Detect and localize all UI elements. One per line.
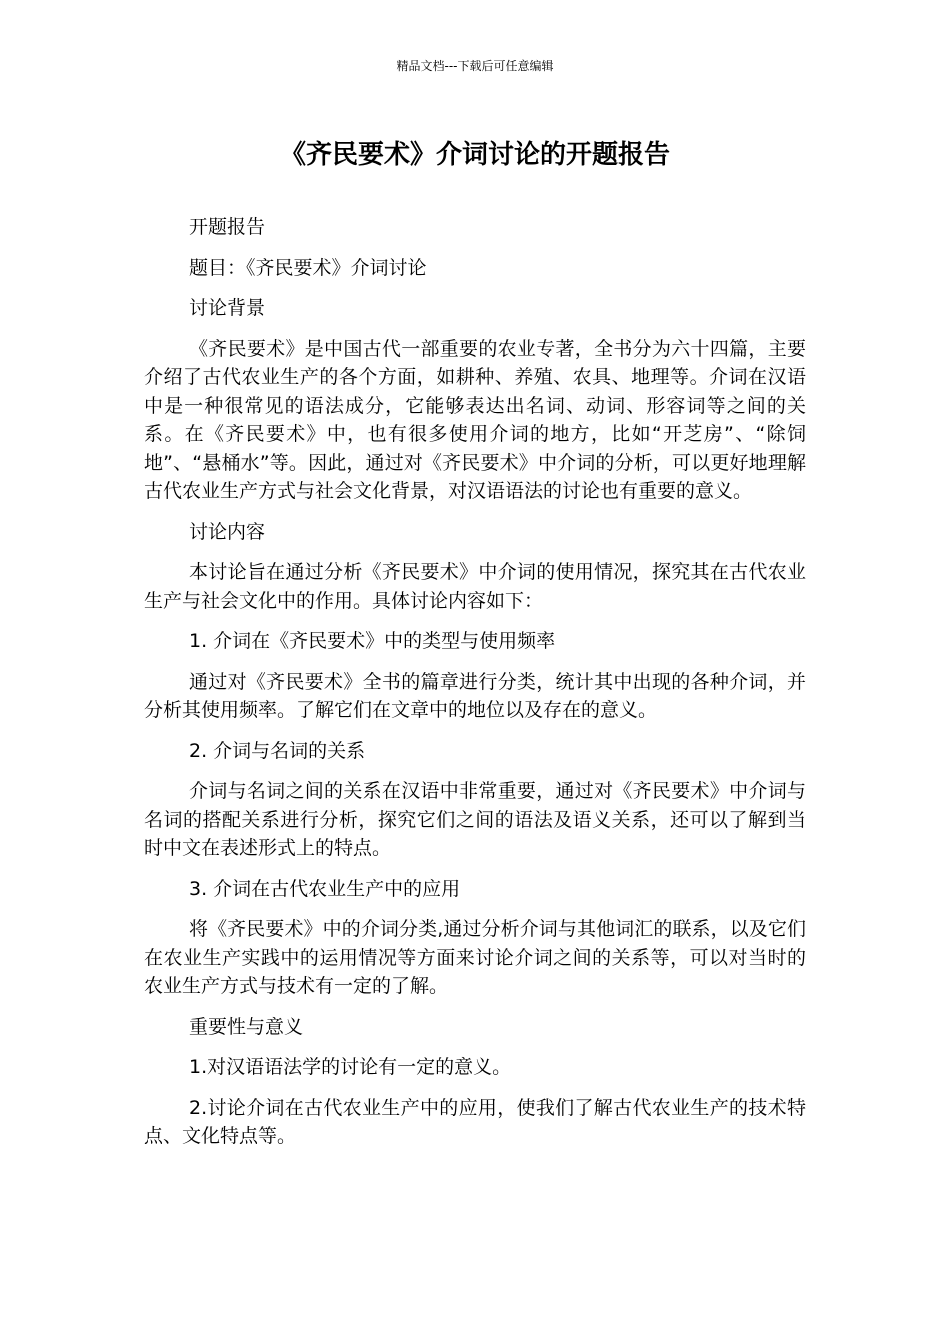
significance-item-1: 1.对汉语语法学的讨论有一定的意义。 xyxy=(189,1056,512,1078)
content-item-1-paragraph: 通过对《齐民要术》全书的篇章进行分类，统计其中出现的各种介词，并分析其使用频率。了解它们在文章中的地位以及存在的意义。 xyxy=(144,670,806,721)
content-item-3-heading: 3. 介词在古代农业生产中的应用 xyxy=(189,877,461,900)
content-item-2-heading: 2. 介词与名词的关系 xyxy=(189,739,366,762)
document-title: 《齐民要术》介词讨论的开题报告 xyxy=(279,140,670,170)
content-item-3-paragraph: 将《齐民要术》中的介词分类,通过分析介词与其他词汇的联系，以及它们在农业生产实践中的运用情况等方面来讨论介词之间的关系等，可以对当时的农业生产方式与技术有一定的了解。 xyxy=(144,918,806,997)
section-heading-content: 讨论内容 xyxy=(189,520,266,543)
header-note: 精品文档---下载后可任意编辑 xyxy=(396,59,554,73)
document-body xyxy=(144,213,806,1163)
content-item-1-heading: 1. 介词在《齐民要术》中的类型与使用频率 xyxy=(189,630,556,652)
background-paragraph: 《齐民要术》是中国古代一部重要的农业专著，全书分为六十四篇，主要介绍了古代农业生产的各个方面，如耕种、养殖、农具、地理等。介词在汉语中是一种很常见的语法成分，它能够表达出名词、动词、形容词等之间的关系。在《齐民要术》中，也有很多使用介词的地方，比如“开芝房”、“除饲地”、“悬桶水”等。因此，通过对《齐民要术》中介词的分析，可以更好地理解古代农业生产方式与社会文化背景，对汉语语法的讨论也有重要的意义。 xyxy=(144,337,806,502)
section-heading-background: 讨论背景 xyxy=(189,297,266,319)
topic-line: 题目：《齐民要术》介词讨论 xyxy=(189,256,427,279)
section-heading-report: 开题报告 xyxy=(189,216,266,238)
significance-item-2: 2.讨论介词在古代农业生产中的应用，使我们了解古代农业生产的技术特点、文化特点等。 xyxy=(144,1096,806,1147)
section-heading-significance: 重要性与意义 xyxy=(189,1015,304,1038)
content-item-2-paragraph: 介词与名词之间的关系在汉语中非常重要，通过对《齐民要术》中介词与名词的搭配关系进行分析，探究它们之间的语法及语义关系，还可以了解到当时中文在表述形式上的特点。 xyxy=(144,780,806,859)
content-intro-paragraph: 本讨论旨在通过分析《齐民要术》中介词的使用情况，探究其在古代农业生产与社会文化中的作用。具体讨论内容如下： xyxy=(144,561,806,612)
